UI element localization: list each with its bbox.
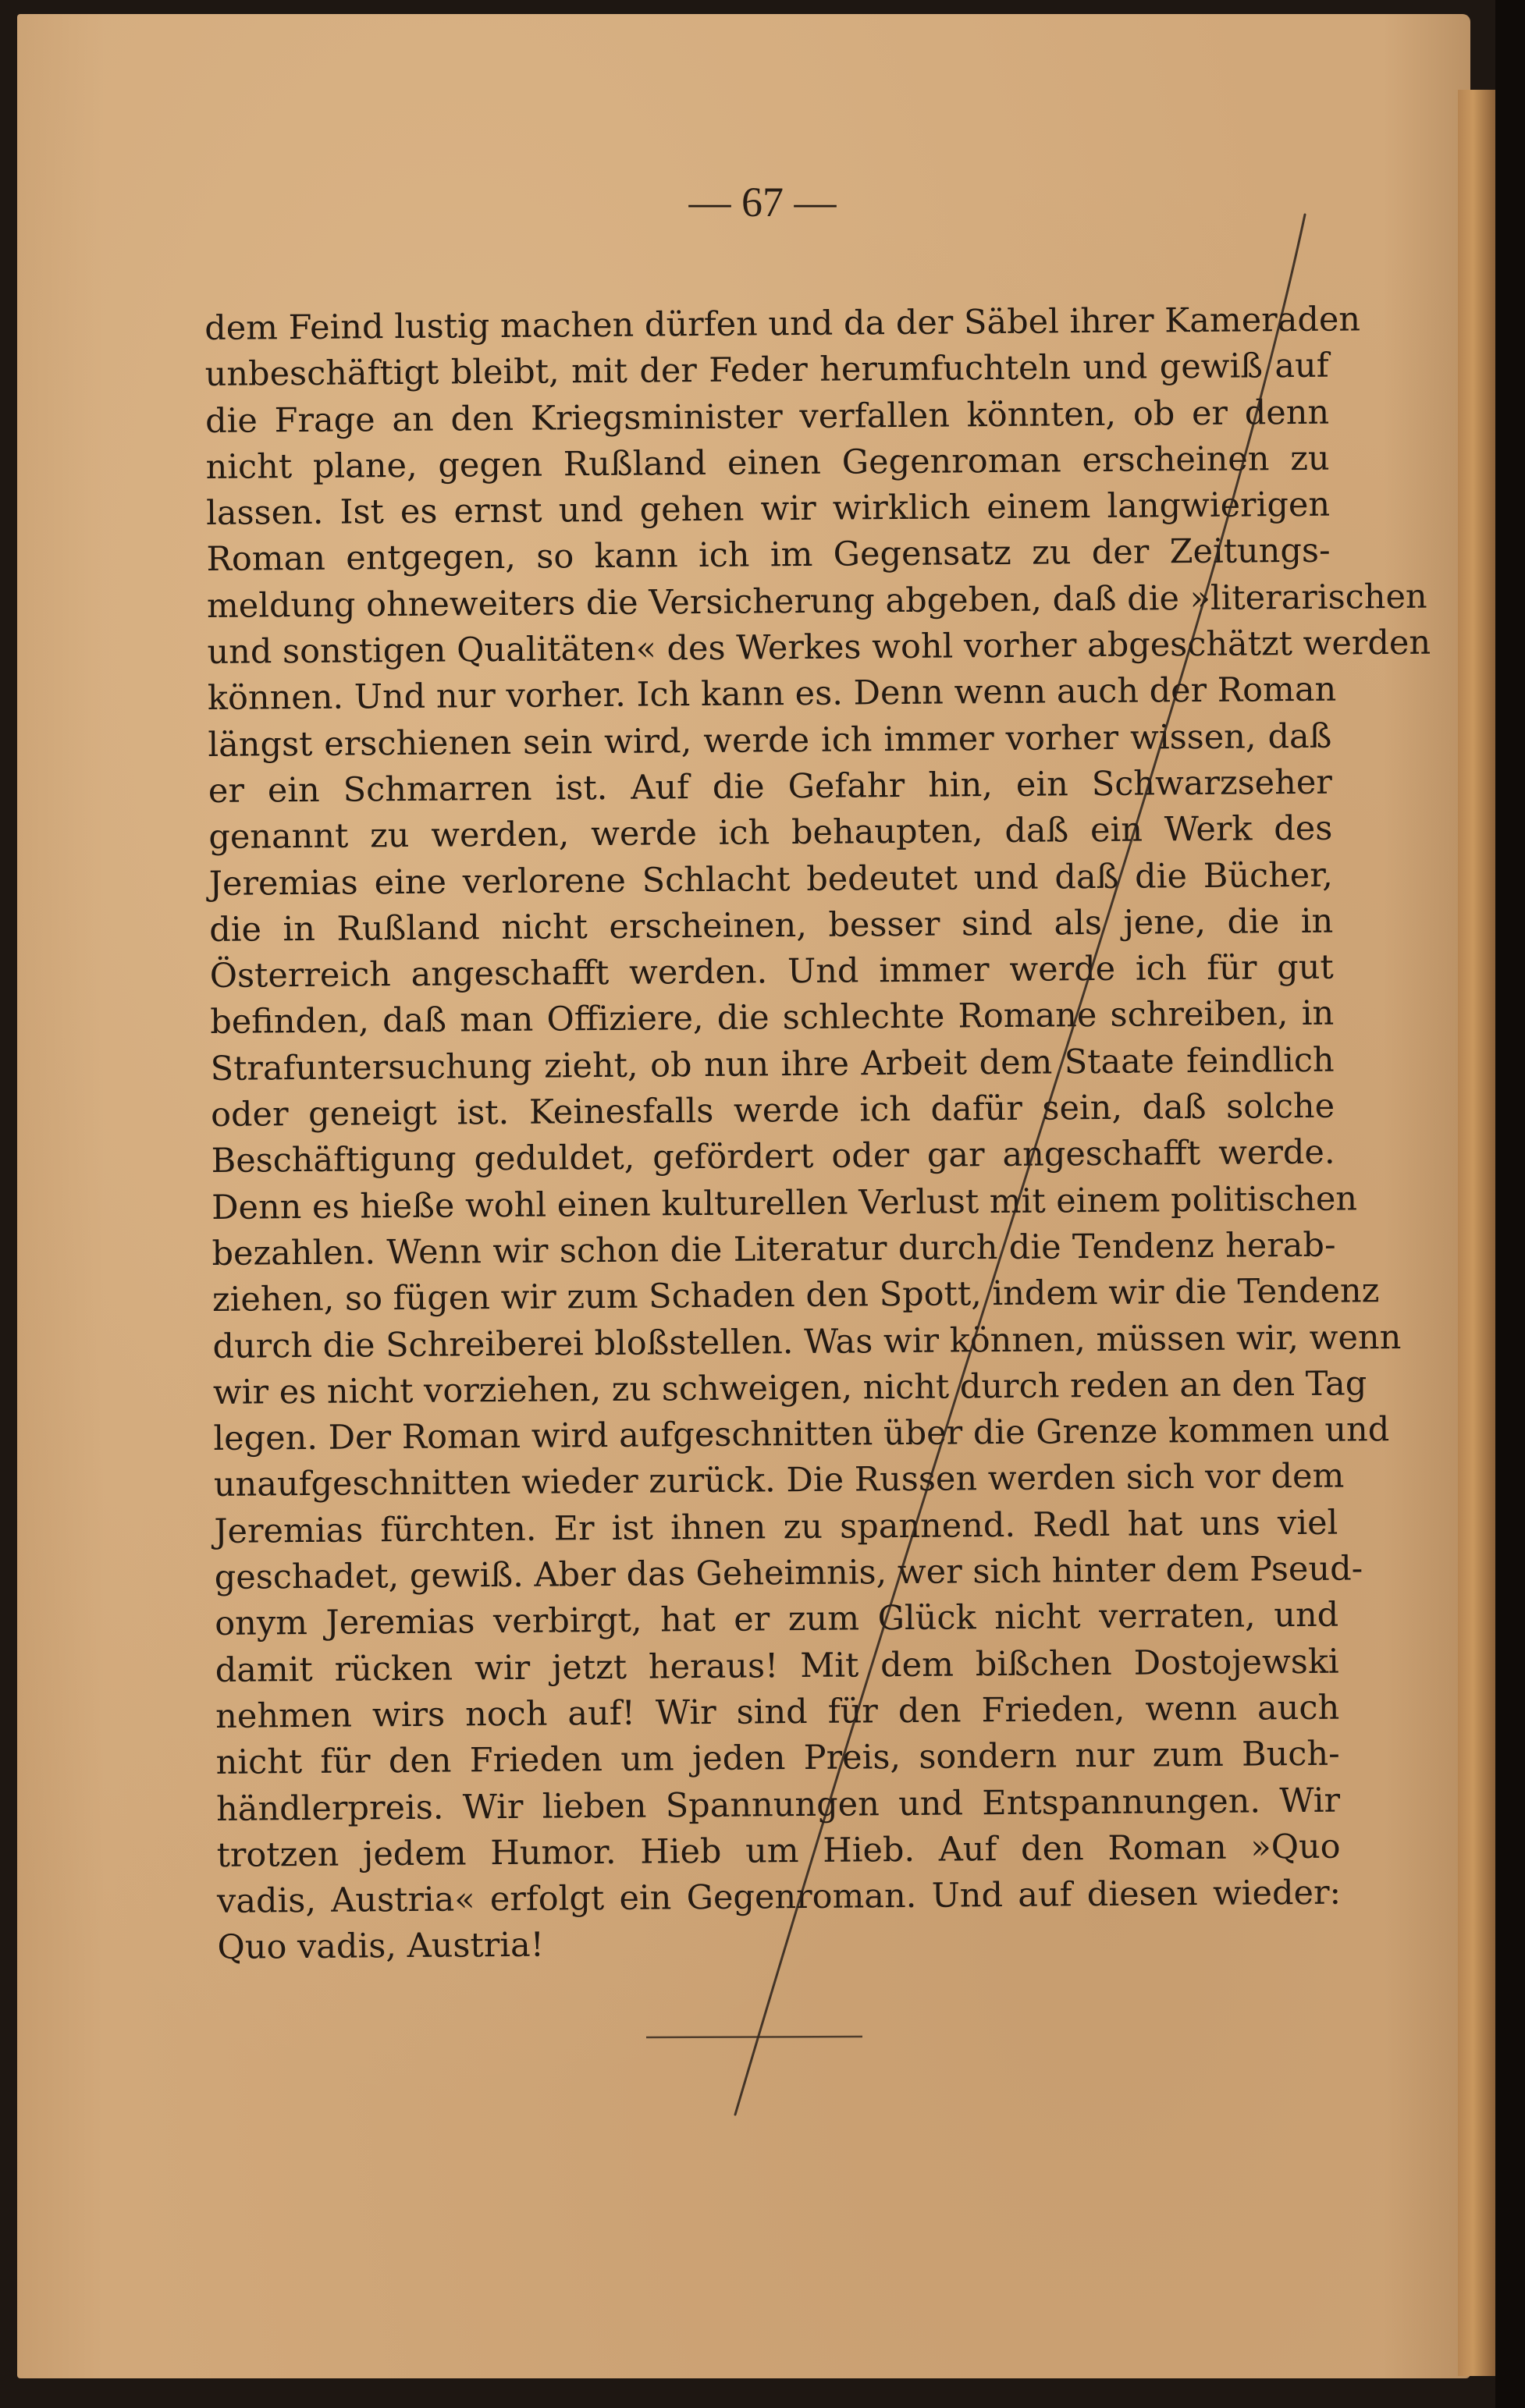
text-line: und sonstigen Qualitäten« des Werkes wohl vorher abgeschätzt werden	[207, 623, 1431, 673]
text-line: vadis, Austria« erfolgt ein Gegenroman. Und auf diesen wieder:	[216, 1873, 1342, 1922]
text-line: bezahlen. Wenn wir schon die Literatur durch die Tendenz herab-	[212, 1225, 1336, 1273]
text-line: Jeremias eine verlorene Schlacht bedeutet und daß die Bücher,	[208, 855, 1333, 904]
text-line: Beschäftigung geduldet, gefördert oder gar angeschafft werde.	[211, 1133, 1335, 1181]
text-line: dem Feind lustig machen dürfen und da der Säbel ihrer Kameraden	[204, 300, 1361, 348]
text-line: Roman entgegen, so kann ich im Gegensatz zu der Zeitungs-	[206, 531, 1331, 580]
text-line: können. Und nur vorher. Ich kann es. Denn wenn auch der Roman	[207, 670, 1337, 719]
text-line: Denn es hieße wohl einen kulturellen Verlust mit einem politischen	[211, 1179, 1358, 1227]
text-line: oder geneigt ist. Keinesfalls werde ich dafür sein, daß solche	[210, 1086, 1335, 1135]
text-line: geschadet, gewiß. Aber das Geheimnis, wer sich hinter dem Pseud-	[214, 1549, 1363, 1597]
text-line: nehmen wirs noch auf! Wir sind für den Frieden, wenn auch	[215, 1688, 1340, 1736]
text-line: die in Rußland nicht erscheinen, besser sind als jene, die in	[209, 901, 1334, 950]
text-line: meldung ohneweiters die Versicherung abgeben, daß die »literarischen	[206, 577, 1427, 626]
text-line: ziehen, so fügen wir zum Schaden den Spott, indem wir die Tendenz	[212, 1271, 1380, 1320]
text-line: unaufgeschnitten wieder zurück. Die Russen werden sich vor dem	[213, 1456, 1345, 1505]
text-line: er ein Schmarren ist. Auf die Gefahr hin, ein Schwarzseher	[208, 762, 1333, 811]
text-line: Österreich angeschafft werden. Und immer werde ich für gut	[209, 947, 1334, 996]
text-line: durch die Schreiberei bloßstellen. Was wir können, müssen wir, wenn	[212, 1317, 1402, 1366]
text-line: befinden, daß man Offiziere, die schlechte Romane schreiben, in	[210, 994, 1335, 1042]
text-line: Strafuntersuchung zieht, ob nun ihre Arbeit dem Staate feindlich	[210, 1040, 1335, 1089]
text-line: damit rücken wir jetzt heraus! Mit dem bißchen Dostojewski	[215, 1642, 1339, 1690]
text-line: lassen. Ist es ernst und gehen wir wirklich einem langwierigen	[205, 485, 1331, 534]
page-number: — 67 —	[688, 179, 837, 226]
text-line: genannt zu werden, werde ich behaupten, daß ein Werk des	[208, 808, 1333, 858]
text-line: nicht plane, gegen Rußland einen Gegenroman erscheinen zu	[205, 439, 1330, 487]
text-line: legen. Der Roman wird aufgeschnitten über die Grenze kommen und	[213, 1410, 1390, 1459]
text-line: wir es nicht vorziehen, zu schweigen, nicht durch reden an den Tag	[212, 1364, 1367, 1412]
text-line: händlerpreis. Wir lieben Spannungen und Entspannungen. Wir	[215, 1781, 1341, 1829]
text-line: nicht für den Frieden um jeden Preis, sondern nur zum Buch-	[215, 1734, 1340, 1783]
text-line: trotzen jedem Humor. Hieb um Hieb. Auf den Roman »Quo	[216, 1827, 1341, 1875]
text-line: die Frage an den Kriegsminister verfallen könnten, ob er denn	[204, 392, 1330, 441]
text-line: Quo vadis, Austria!	[217, 1926, 545, 1968]
text-line: längst erschienen sein wird, werde ich immer vorher wissen, daß	[208, 716, 1332, 765]
text-line: Jeremias fürchten. Er ist ihnen zu spannend. Redl hat uns viel	[214, 1503, 1338, 1551]
diagonal-pencil-line	[735, 215, 1305, 2115]
text-line: unbeschäftigt bleibt, mit der Feder herumfuchteln und gewiß auf	[204, 346, 1329, 395]
text-line: onym Jeremias verbirgt, hat er zum Glück nicht verraten, und	[215, 1595, 1339, 1644]
